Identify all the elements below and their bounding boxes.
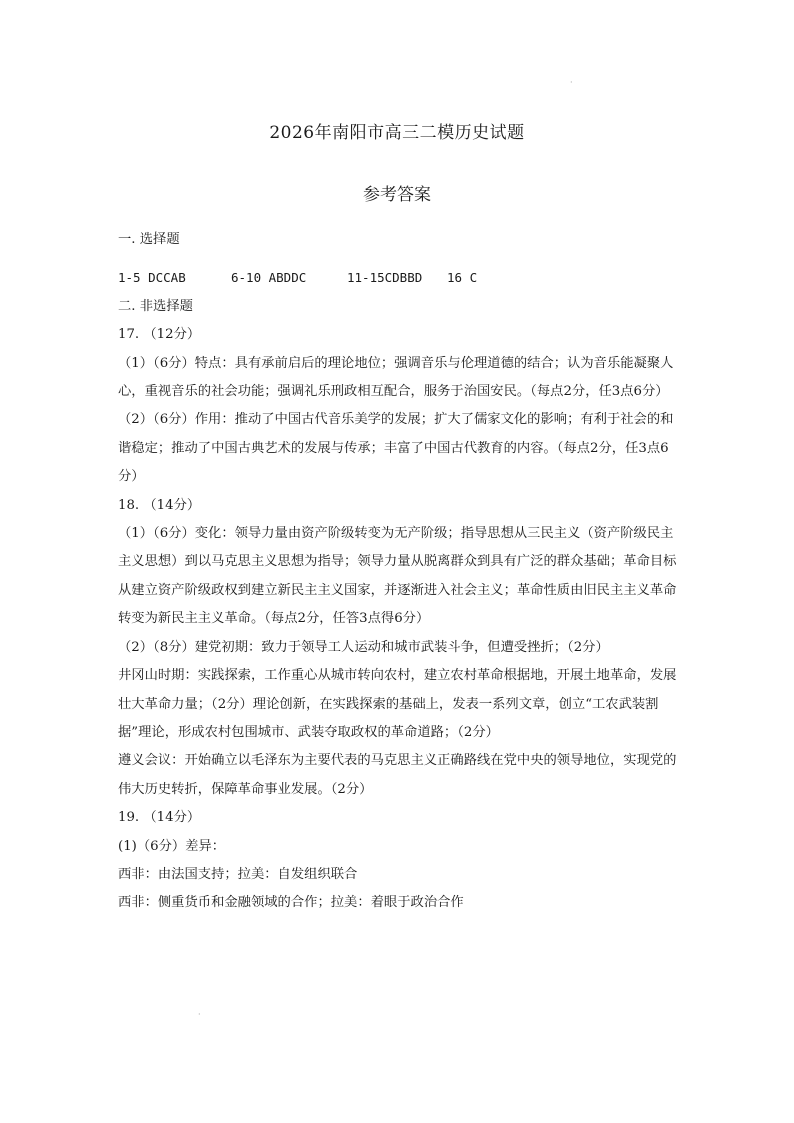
question-19-diff1: 西非：由法国支持；拉美：自发组织联合 <box>118 866 358 882</box>
question-17-part2: （2）（6分）作用：推动了中国古代音乐美学的发展；扩大了儒家文化的影响；有利于社会的和谐稳定；推动了中国古典艺术的发展与传承；丰富了中国古代教育的内容。（每点2分，任3点6分） <box>118 412 674 485</box>
question-18-part2-jinggangshan: 井冈山时期：实践探索，工作重心从城市转向农村，建立农村革命根据地，开展土地革命，发展壮大革命力量；（2分）理论创新，在实践探索的基础上，发表一系列文章，创立“工农武装割据”理论，形成农村包围城市、武装夺取政权的革命道路；（2分） <box>118 668 677 740</box>
answer-group-3: 11-15CDBBD <box>347 270 423 286</box>
page-subtitle: 参考答案 <box>363 185 431 205</box>
section-heading-choice: 一. 选择题 <box>118 232 180 247</box>
question-17-label: 17. （12分） <box>118 327 201 343</box>
page-title: 2026年南阳市高三二模历史试题 <box>269 123 525 143</box>
question-19-label: 19. （14分） <box>118 810 201 826</box>
scan-speck: · <box>570 78 573 87</box>
choice-answers-row <box>118 264 678 292</box>
section-heading-nonchoice: 二. 非选择题 <box>118 298 193 314</box>
question-18-part1: （1）（6分）变化：领导力量由资产阶级转变为无产阶级；指导思想从三民主义（资产阶级民主主义思想）到以马克思主义思想为指导；领导力量从脱离群众到具有广泛的群众基础；革命目标从建立资产阶级政权到建立新民主主义国家，并逐渐进入社会主义；革命性质由旧民主主义革命转变为新民主主义革命。（每点2分，任答3点得6分） <box>118 526 677 627</box>
question-19-part1: (1)（6分）差异： <box>118 838 226 854</box>
answer-group-1: 1-5 DCCAB <box>118 270 186 286</box>
question-17-part1: （1）（6分）特点：具有承前启后的理论地位；强调音乐与伦理道德的结合；认为音乐能凝聚人心，重视音乐的社会功能；强调礼乐刑政相互配合，服务于治国安民。（每点2分，任3点6分） <box>118 355 674 400</box>
question-18-part2-zunyi: 遵义会议：开始确立以毛泽东为主要代表的马克思主义正确路线在党中央的领导地位，实现党的伟大历史转折，保障革命事业发展。（2分） <box>118 753 677 797</box>
answer-content <box>118 226 678 918</box>
answer-group-2: 6-10 ABDDC <box>231 270 307 286</box>
question-19-diff2: 西非：侧重货币和金融领域的合作；拉美：着眼于政治合作 <box>118 895 464 911</box>
answer-group-4: 16 C <box>447 270 478 286</box>
scan-speck: · <box>198 1010 201 1019</box>
question-18-part2: （2）（8分）建党初期：致力于领导工人运动和城市武装斗争，但遭受挫折；（2分） <box>118 639 609 655</box>
question-18-label: 18. （14分） <box>118 497 201 513</box>
